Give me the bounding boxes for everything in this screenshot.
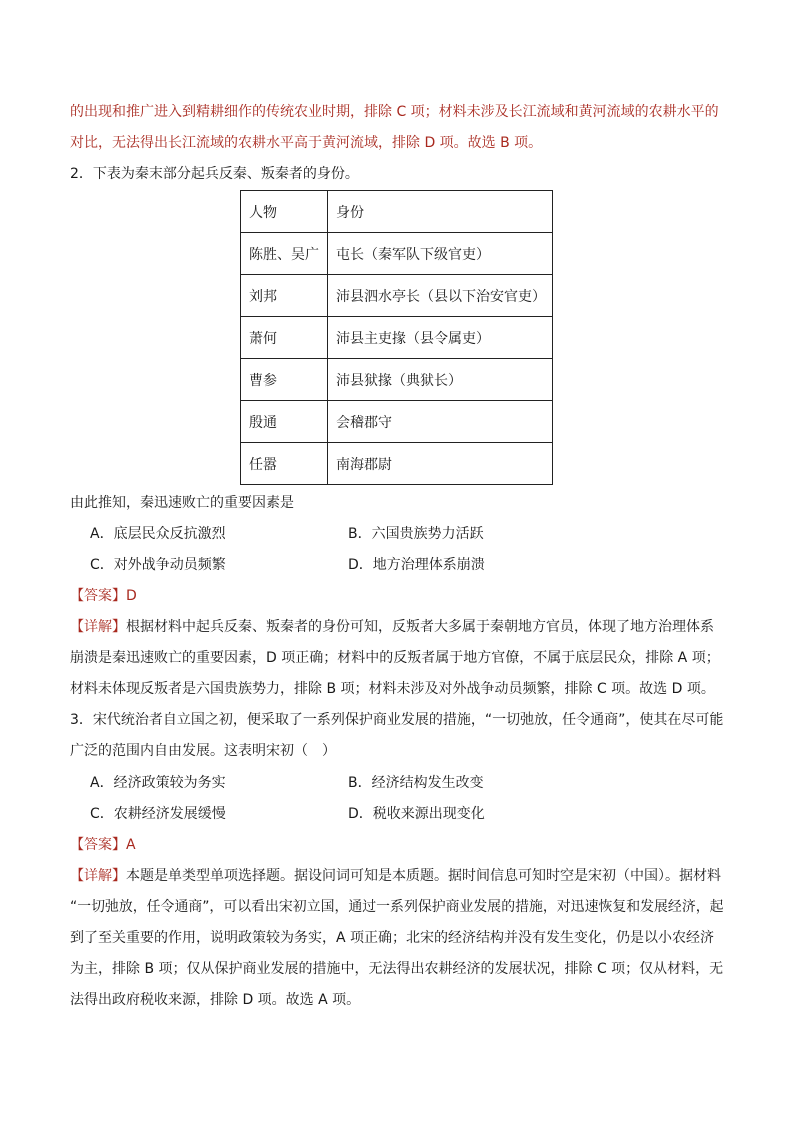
answer-label: 【答案】 <box>70 588 126 604</box>
q3-answer <box>70 835 136 855</box>
q2-question: 由此推知，秦迅速败亡的重要因素是 <box>70 495 294 511</box>
q2-detail-line-2: 崩溃是秦迅速败亡的重要因素，D 项正确；材料中的反叛者属于地方官僚，不属于底层民众，排除 A 项； <box>70 650 720 666</box>
q2-option-a: A．底层民众反抗激烈 <box>90 526 226 542</box>
answer-label: 【答案】 <box>70 837 126 853</box>
q2-detail-line-1 <box>70 617 714 637</box>
detail-label: 【详解】 <box>70 868 126 884</box>
table-cell-identity: 屯长（秦军队下级官吏） <box>328 233 553 275</box>
q3-stem-line-1: 3．宋代统治者自立国之初，便采取了一系列保护商业发展的措施，“一切弛放，任令通商”，使其在尽可能 <box>70 712 724 728</box>
q3-option-a: A．经济政策较为务实 <box>90 775 226 791</box>
table-cell-identity: 会稽郡守 <box>328 401 553 443</box>
table-cell-person: 刘邦 <box>241 275 328 317</box>
q3-detail-line-3: 到了至关重要的作用，说明政策较为务实，A 项正确；北宋的经济结构并没有发生变化，仍是以小农经济 <box>70 930 715 946</box>
table-header-cell: 身份 <box>328 191 553 233</box>
table-cell-person: 陈胜、吴广 <box>241 233 328 275</box>
q2-detail-line-3: 材料未体现反叛者是六国贵族势力，排除 B 项；材料未涉及对外战争动员频繁，排除 C 项。故选 D 项。 <box>70 681 715 697</box>
table-header-cell: 人物 <box>241 191 328 233</box>
detail-text: 本题是单类型单项选择题。据设问词可知是本质题。据时间信息可知时空是宋初（中国）。据材料 <box>126 868 721 884</box>
q3-detail-line-2: “一切弛放，任令通商”，可以看出宋初立国，通过一系列保护商业发展的措施，对迅速恢复和发展经济，起 <box>70 899 724 915</box>
table-cell-person: 萧何 <box>241 317 328 359</box>
q2-option-d: D．地方治理体系崩溃 <box>348 557 485 573</box>
q3-option-c: C．农耕经济发展缓慢 <box>90 806 226 822</box>
table-cell-identity: 沛县泗水亭长（县以下治安官吏） <box>328 275 553 317</box>
table-row <box>241 443 553 485</box>
table-cell-person: 任嚣 <box>241 443 328 485</box>
table-row <box>241 359 553 401</box>
q3-detail-line-4: 为主，排除 B 项；仅从保护商业发展的措施中，无法得出农耕经济的发展状况，排除 C 项；仅从材料，无 <box>70 961 724 977</box>
answer-value: D <box>126 588 137 604</box>
detail-text: 根据材料中起兵反秦、叛秦者的身份可知，反叛者大多属于秦朝地方官员，体现了地方治理体系 <box>126 619 714 635</box>
prev-explanation-line-2: 对比，无法得出长江流域的农耕水平高于黄河流域，排除 D 项。故选 B 项。 <box>70 135 543 151</box>
identity-table <box>240 190 553 485</box>
table-cell-identity: 南海郡尉 <box>328 443 553 485</box>
q2-option-c: C．对外战争动员频繁 <box>90 557 226 573</box>
prev-explanation-line-1: 的出现和推广进入到精耕细作的传统农业时期，排除 C 项；材料未涉及长江流域和黄河流域的农耕水平的 <box>70 104 719 120</box>
table-cell-identity: 沛县狱掾（典狱长） <box>328 359 553 401</box>
table-cell-person: 殷通 <box>241 401 328 443</box>
table-header-row <box>241 191 553 233</box>
q3-option-b: B．经济结构发生改变 <box>348 775 484 791</box>
q2-option-b: B．六国贵族势力活跃 <box>348 526 484 542</box>
q3-detail-line-1 <box>70 866 721 886</box>
table-row <box>241 401 553 443</box>
table-row <box>241 317 553 359</box>
q2-stem: 2．下表为秦末部分起兵反秦、叛秦者的身份。 <box>70 166 359 182</box>
q3-stem-line-2: 广泛的范围内自由发展。这表明宋初（ ） <box>70 743 336 759</box>
table-row <box>241 275 553 317</box>
detail-label: 【详解】 <box>70 619 126 635</box>
table-cell-identity: 沛县主吏掾（县令属吏） <box>328 317 553 359</box>
q3-option-d: D．税收来源出现变化 <box>348 806 485 822</box>
table-cell-person: 曹参 <box>241 359 328 401</box>
q2-answer <box>70 586 137 606</box>
q3-detail-line-5: 法得出政府税收来源，排除 D 项。故选 A 项。 <box>70 992 361 1008</box>
answer-value: A <box>126 837 136 853</box>
table-row <box>241 233 553 275</box>
